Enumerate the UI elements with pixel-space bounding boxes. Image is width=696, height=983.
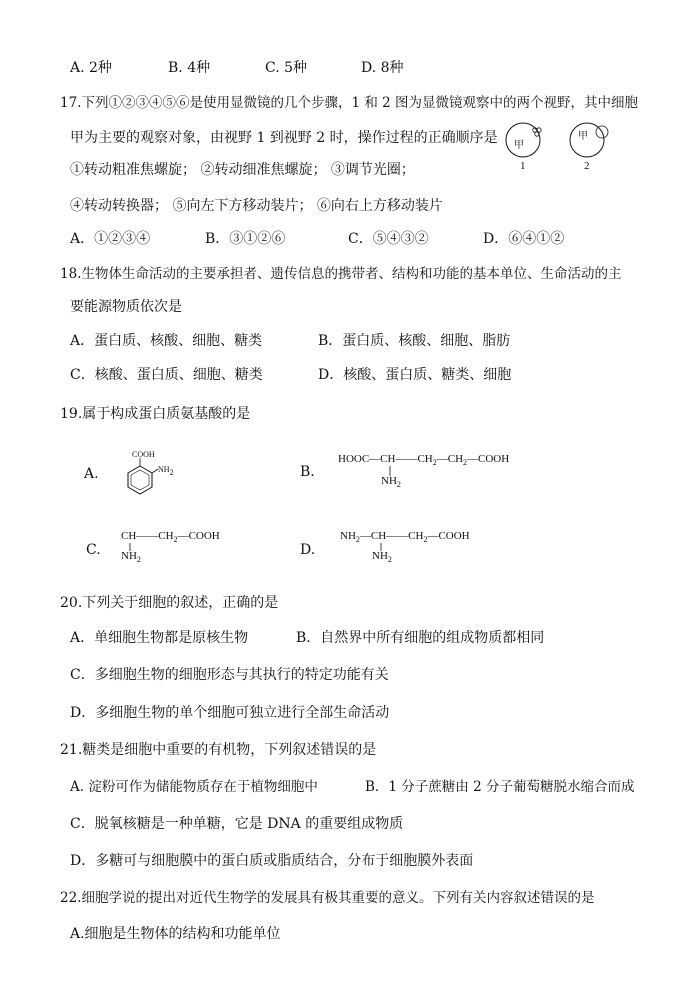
q20-option-b: B．自然界中所有细胞的组成物质都相同: [296, 630, 545, 646]
q21-option-d: D．多糖可与细胞膜中的蛋白质或脂质结合，分布于细胞膜外表面: [70, 853, 474, 869]
q17-steps-line1: ①转动粗准焦螺旋； ②转动细准焦螺旋； ③调节光圈；: [70, 162, 415, 178]
q18-option-b: B．蛋白质、核酸、细胞、脂肪: [318, 333, 511, 349]
q20-stem: 20.下列关于细胞的叙述，正确的是: [60, 595, 279, 611]
field-2-cell-label: 甲: [578, 131, 588, 142]
q19-c-structure: $CH——CH_2—COOH$: [121, 530, 220, 544]
q20-option-d: D．多细胞生物的单个细胞可独立进行全部生命活动: [70, 705, 390, 721]
q18-option-a: A．蛋白质、核酸、细胞、糖类: [70, 333, 263, 349]
q16-option-c: C. 5种: [265, 60, 308, 76]
q17-option-b: B．③①②⑥: [205, 231, 286, 247]
q16-option-d: D. 8种: [361, 60, 404, 76]
q21-option-a: A. 淀粉可作为储能物质存在于植物细胞中: [70, 779, 318, 795]
q20-option-a: A．单细胞生物都是原核生物: [70, 630, 249, 646]
q17-option-d: D．⑥④①②: [483, 231, 565, 247]
q19-c-nh2: $NH_2$: [121, 550, 141, 564]
q21-stem: 21.糖类是细胞中重要的有机物，下列叙述错误的是: [60, 742, 377, 758]
q19-b-nh2: $NH_2$: [381, 475, 401, 489]
q19-d-nh2: $NH_2$: [372, 550, 392, 564]
q21-option-c: C．脱氧核糖是一种单糖，它是 DNA 的重要组成物质: [70, 816, 404, 832]
q18-stem-line2: 要能源物质依次是: [70, 299, 182, 315]
q18-option-c: C．核酸、蛋白质、细胞、糖类: [70, 367, 263, 383]
q19-label-c: C.: [86, 542, 101, 558]
q17-option-c: C．⑤④③②: [348, 231, 429, 247]
q18-option-d: D．核酸、蛋白质、糖类、细胞: [318, 367, 512, 383]
q19-d-structure: $NH_2—CH——CH_2—COOH$: [340, 530, 470, 544]
q17-stem-line1: 17.下列①②③④⑤⑥是使用显微镜的几个步骤，1 和 2 图为显微镜观察中的两个视野，其中细胞: [60, 95, 639, 111]
q22-stem: 22.细胞学说的提出对近代生物学的发展具有极其重要的意义。下列有关内容叙述错误的是: [60, 890, 595, 906]
q17-steps-line2: ④转动转换器； ⑤向左下方移动装片； ⑥向右上方移动装片: [70, 198, 443, 214]
q16-option-b: B. 4种: [168, 60, 211, 76]
q18-stem-line1: 18.生物体生命活动的主要承担者、遗传信息的携带者、结构和功能的基本单位、生命活动的主: [60, 266, 622, 282]
field-1-cell-label: 甲: [514, 140, 524, 151]
field-1-label: 1: [520, 160, 526, 172]
q21-option-b: B．1 分子蔗糖由 2 分子葡萄糖脱水缩合而成: [365, 779, 635, 795]
q22-option-a: A.细胞是生物体的结构和功能单位: [70, 926, 281, 942]
q19-stem: 19.属于构成蛋白质氨基酸的是: [60, 406, 251, 422]
q19-a-cooh: COOH: [132, 450, 155, 459]
q16-option-a: A. 2种: [70, 60, 112, 76]
q17-option-a: A．①②③④: [70, 231, 151, 247]
q19-b-structure: $HOOC—CH——CH_2—CH_2—COOH$: [338, 453, 510, 467]
q19-label-b: B.: [300, 464, 315, 480]
q19-a-nh2: NH2: [158, 465, 174, 477]
q19-label-d: D.: [300, 542, 316, 558]
q19-label-a: A.: [84, 466, 99, 482]
q19-a-benzene-ring: [120, 452, 180, 502]
q17-stem-line2: 甲为主要的观察对象，由视野 1 到视野 2 时，操作过程的正确顺序是: [70, 130, 498, 146]
field-2-label: 2: [584, 160, 590, 172]
q20-option-c: C．多细胞生物的细胞形态与其执行的特定功能有关: [70, 667, 389, 683]
